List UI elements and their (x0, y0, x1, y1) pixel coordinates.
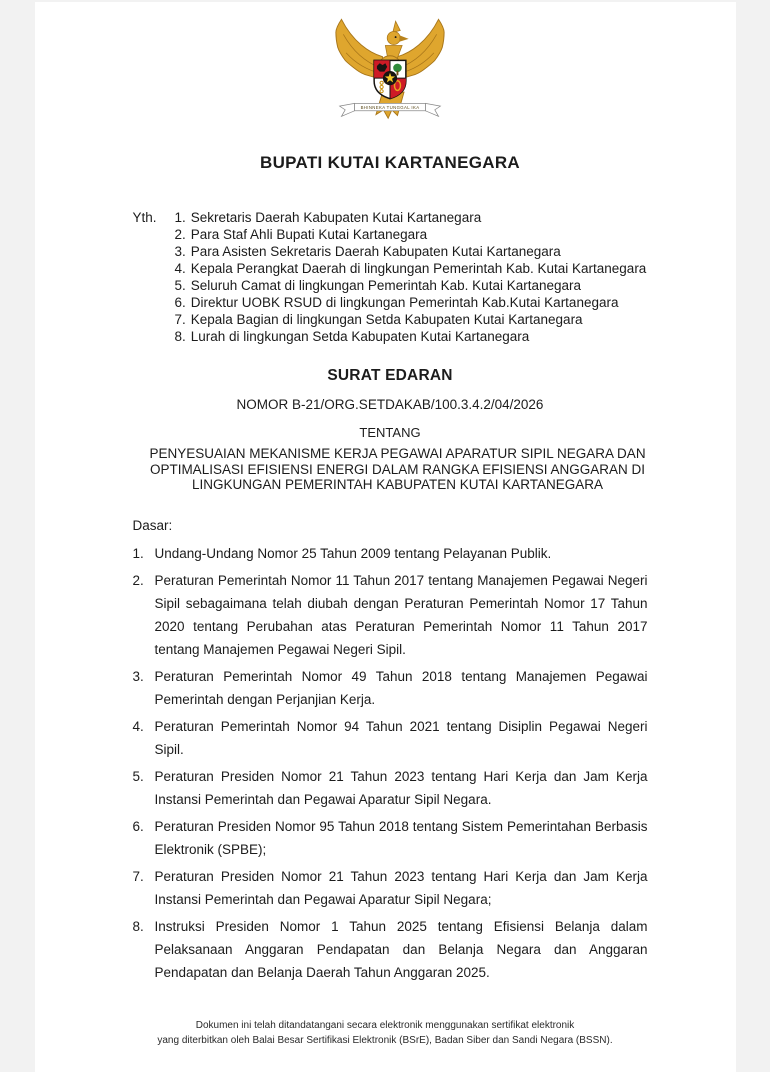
addressee-item (175, 311, 647, 328)
digital-signature-footer (35, 1018, 736, 1048)
addressee-text: Kepala Bagian di lingkungan Setda Kabupaten Kutai Kartanegara (190, 312, 583, 327)
addressee-text: Lurah di lingkungan Setda Kabupaten Kutai Kartanegara (190, 329, 530, 344)
addressee-item (175, 243, 647, 260)
basis-text: Peraturan Presiden Nomor 21 Tahun 2023 tentang Hari Kerja dan Jam Kerja Instansi Pemerintah dan Pegawai Aparatur Sipil Negara; (154, 868, 648, 907)
addressee-number: 5. (174, 278, 186, 293)
legal-basis-item (133, 865, 648, 911)
addressee-number: 4. (174, 261, 186, 276)
addressee-number: 6. (174, 295, 186, 310)
addressee-text: Seluruh Camat di lingkungan Pemerintah Kab. Kutai Kartanegara (190, 278, 582, 293)
legal-basis-item (133, 765, 648, 811)
footer-line-2: yang diterbitkan oleh Balai Besar Sertifikasi Elektronik (BSrE), Badan Siber dan Sandi Negara (BSSN). (157, 1035, 613, 1046)
addressee-number: 1. (174, 210, 186, 225)
addressee-text: Para Asisten Sekretaris Daerah Kabupaten Kutai Kartanegara (190, 244, 561, 259)
addressee-item (175, 277, 647, 294)
basis-text: Undang-Undang Nomor 25 Tahun 2009 tentang Pelayanan Publik. (154, 545, 552, 561)
addressee-number: 7. (174, 312, 186, 327)
basis-text: Peraturan Presiden Nomor 21 Tahun 2023 tentang Hari Kerja dan Jam Kerja Instansi Pemerintah dan Pegawai Aparatur Sipil Negara. (154, 768, 648, 807)
about-label: TENTANG (359, 425, 421, 440)
basis-number: 6. (132, 818, 144, 834)
legal-basis-item (133, 715, 648, 761)
addressee-item (175, 294, 647, 311)
addressee-item (175, 209, 647, 226)
basis-number: 3. (132, 668, 144, 684)
legal-basis-label: Dasar: (132, 517, 173, 533)
basis-number: 4. (132, 718, 144, 734)
basis-number: 7. (132, 868, 144, 884)
motto-text: BHINNEKA TUNGGAL IKA (360, 104, 420, 110)
document-content (35, 2, 736, 984)
addressee-salutation: Yth. (132, 210, 157, 225)
addressee-number: 2. (174, 227, 186, 242)
basis-text: Peraturan Pemerintah Nomor 49 Tahun 2018 tentang Manajemen Pegawai Pemerintah dengan Perjanjian Kerja. (154, 668, 648, 707)
addressee-text: Para Staf Ahli Bupati Kutai Kartanegara (190, 227, 428, 242)
document-subject: PENYESUAIAN MEKANISME KERJA PEGAWAI APARATUR SIPIL NEGARA DAN OPTIMALISASI EFISIENSI ENERGI DALAM RANGKA EFISIENSI ANGGARAN DI LINGKUNGAN PEMERINTAH KABUPATEN KUTAI KARTANEGARA (149, 446, 646, 492)
addressee-item (175, 226, 647, 243)
basis-number: 1. (132, 545, 144, 561)
beak (399, 35, 408, 42)
legal-basis-item (133, 815, 648, 861)
legal-basis-item (133, 665, 648, 711)
crest (393, 21, 400, 32)
garuda-pancasila-emblem-icon (334, 10, 446, 136)
legal-basis-item (133, 915, 648, 984)
pancasila-shield (374, 60, 406, 98)
addressee-item (175, 328, 647, 345)
letter-heading (133, 367, 648, 493)
addressee-list (175, 209, 647, 345)
basis-number: 5. (132, 768, 144, 784)
emblem-container (133, 10, 648, 141)
document-type-title: SURAT EDARAN (327, 367, 453, 384)
addressee-text: Sekretaris Daerah Kabupaten Kutai Kartanegara (190, 210, 482, 225)
basis-text: Peraturan Pemerintah Nomor 94 Tahun 2021 tentang Disiplin Pegawai Negeri Sipil. (154, 718, 648, 757)
footer-line-1: Dokumen ini telah ditandatangani secara elektronik menggunakan sertifikat elektronik (195, 1020, 575, 1031)
basis-text: Peraturan Pemerintah Nomor 11 Tahun 2017 tentang Manajemen Pegawai Negeri Sipil sebagaimana telah diubah dengan Peraturan Pemerintah Nomor 17 Tahun 2020 tentang Perubahan atas Peraturan Pemerintah Nomor 11 Tahun 2017 tentang Manajemen Pegawai Negeri Sipil. (154, 572, 648, 657)
legal-basis-section (133, 518, 648, 984)
basis-text: Peraturan Presiden Nomor 95 Tahun 2018 tentang Sistem Pemerintahan Berbasis Elektronik (SPBE); (154, 818, 648, 857)
legal-basis-item (133, 569, 648, 661)
basis-number: 2. (132, 572, 144, 588)
eye (395, 36, 397, 38)
addressee-text: Kepala Perangkat Daerah di lingkungan Pemerintah Kab. Kutai Kartanegara (190, 261, 647, 276)
banner-left-end (340, 103, 355, 116)
banyan-trunk (397, 71, 399, 76)
basis-text: Instruksi Presiden Nomor 1 Tahun 2025 tentang Efisiensi Belanja dalam Pelaksanaan Anggaran Pendapatan dan Belanja Negara dan Anggaran Pendapatan dan Belanja Daerah Tahun Anggaran 2025. (154, 918, 648, 980)
basis-number: 8. (132, 918, 144, 934)
authority-title: BUPATI KUTAI KARTANEGARA (260, 153, 520, 172)
addressee-block (133, 209, 648, 345)
addressee-number: 8. (174, 329, 186, 344)
banner-right-end (425, 103, 440, 116)
addressee-number: 3. (174, 244, 186, 259)
document-page (35, 2, 736, 1072)
legal-basis-item (133, 542, 648, 565)
document-number: NOMOR B-21/ORG.SETDAKAB/100.3.4.2/04/2026 (236, 397, 544, 412)
head (387, 31, 400, 44)
addressee-item (175, 260, 647, 277)
addressee-text: Direktur UOBK RSUD di lingkungan Pemerintah Kab.Kutai Kartanegara (190, 295, 619, 310)
